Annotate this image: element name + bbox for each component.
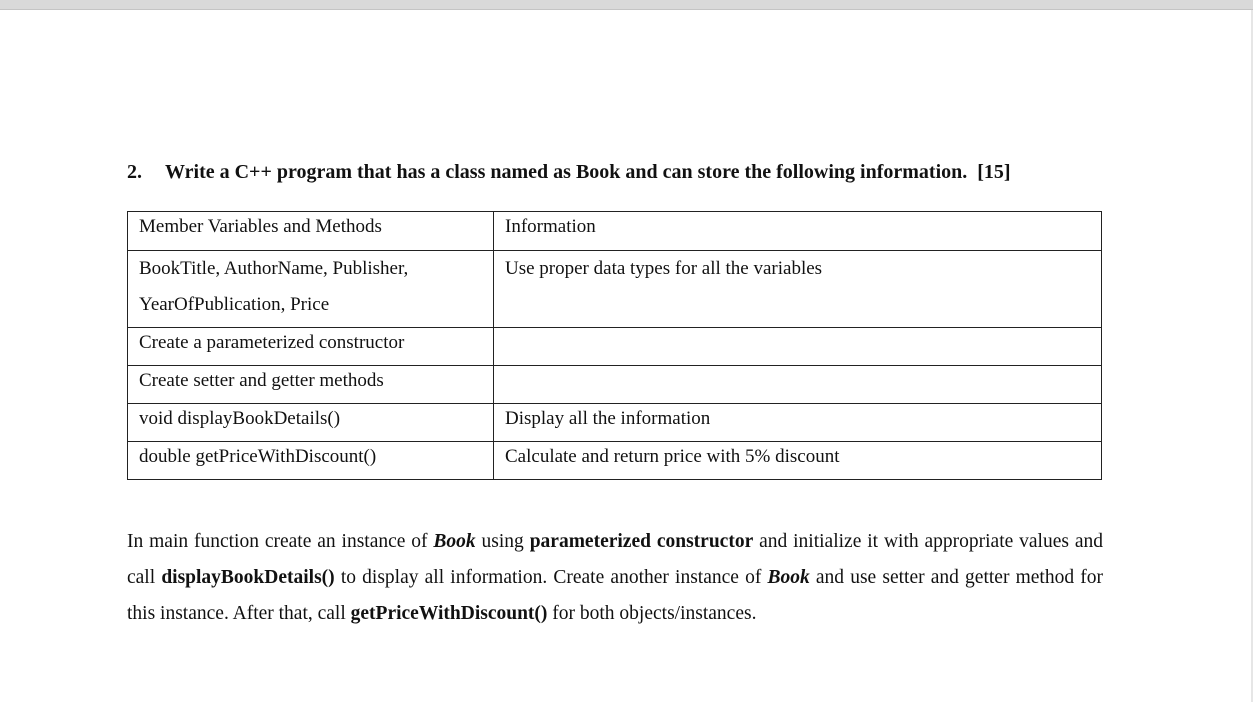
member-line: BookTitle, AuthorName, Publisher, [139, 258, 409, 279]
book-class-table [127, 211, 1102, 480]
table-header-cell: Information [494, 212, 1102, 251]
table-row [128, 328, 1102, 366]
question-marks: [15] [977, 161, 1011, 183]
class-name-emphasis: Book [433, 531, 476, 552]
instructions-text: for both objects/instances. [547, 603, 757, 624]
table-row [128, 366, 1102, 404]
question-number: 2. [127, 161, 142, 183]
instructions-text: to display all information. Create another instance of [334, 567, 768, 588]
instructions-text: using [475, 531, 530, 552]
discount-method-emphasis: getPriceWithDiscount() [350, 603, 548, 624]
table-row [128, 404, 1102, 442]
table-cell-info [494, 366, 1102, 404]
table-cell-member: void displayBookDetails() [128, 404, 494, 442]
table-cell-info: Calculate and return price with 5% discount [494, 442, 1102, 480]
table-header-cell: Member Variables and Methods [128, 212, 494, 251]
instructions-text: and initialize it with appropriate values and call [127, 531, 1103, 588]
instructions-text: and use setter and getter method for this instance. After that, call [127, 567, 1103, 624]
member-line: YearOfPublication, Price [139, 294, 330, 315]
table-cell-member: Create a parameterized constructor [128, 328, 494, 366]
constructor-emphasis: parameterized constructor [529, 531, 754, 552]
table-cell-info [494, 328, 1102, 366]
table-row [128, 442, 1102, 480]
table-cell-member: Create setter and getter methods [128, 366, 494, 404]
table-header-row [128, 212, 1102, 251]
viewer-top-bar [0, 0, 1253, 10]
question-text: Write a C++ program that has a class named as Book and can store the following information. [165, 161, 968, 183]
table-cell-info: Use proper data types for all the variables [494, 251, 1102, 328]
table-cell-info: Display all the information [494, 404, 1102, 442]
question-heading [127, 158, 1127, 186]
display-method-emphasis: displayBookDetails() [161, 567, 335, 588]
class-name-emphasis: Book [767, 567, 810, 588]
table-row [128, 251, 1102, 328]
instructions-text: In main function create an instance of [127, 531, 434, 552]
table-cell-member: double getPriceWithDiscount() [128, 442, 494, 480]
instructions-paragraph [127, 524, 1103, 632]
table-cell-member [128, 251, 494, 328]
